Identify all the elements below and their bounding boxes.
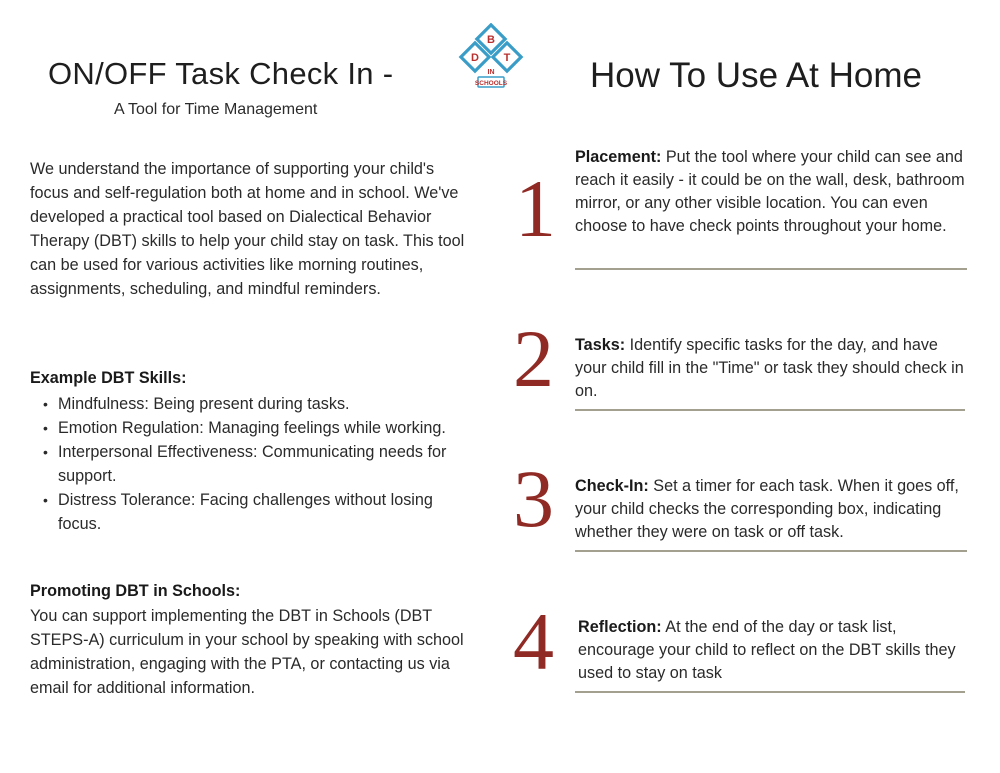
step-placement	[575, 146, 970, 238]
step-label: Placement:	[575, 148, 662, 166]
step-label: Tasks:	[575, 336, 626, 354]
step-number-2: 2	[513, 313, 554, 404]
skills-list	[30, 392, 475, 536]
step-description: Set a timer for each task. When it goes off, your child checks the corresponding box, indicating whether they were on task or off task.	[575, 477, 959, 541]
list-item: • Interpersonal Effectiveness: Communicating needs for support.	[30, 440, 475, 488]
logo-caption-schools: SCHOOLS	[474, 80, 508, 87]
step-number-3: 3	[513, 453, 554, 544]
divider	[575, 550, 967, 552]
logo-caption-in: IN	[487, 69, 495, 76]
divider	[575, 691, 965, 693]
list-item: • Distress Tolerance: Facing challenges without losing focus.	[30, 488, 475, 536]
step-label: Reflection:	[578, 618, 662, 636]
step-number-4: 4	[513, 596, 554, 687]
divider	[575, 268, 967, 270]
step-description: Identify specific tasks for the day, and have your child fill in the "Time" or task they should check in on.	[575, 336, 964, 400]
intro-paragraph: We understand the importance of supporting your child's focus and self-regulation both at home and in school. We've developed a practical tool based on Dialectical Behavior Therapy (DBT) skills to help your child stay on task. This tool can be used for various activities like morning routines, assignments, scheduling, and mindful reminders.	[30, 160, 465, 298]
step-number-1: 1	[515, 163, 556, 254]
bullet-icon: •	[43, 420, 48, 436]
logo-letter-t: T	[503, 52, 511, 64]
step-description: At the end of the day or task list, encourage your child to reflect on the DBT skills they used to stay on task	[578, 618, 956, 682]
dbt-in-schools-logo	[445, 23, 537, 95]
page-subtitle: A Tool for Time Management	[114, 101, 318, 118]
divider	[575, 409, 965, 411]
list-item: • Mindfulness: Being present during tasks.	[30, 392, 475, 416]
step-check-in	[575, 475, 970, 544]
bullet-icon: •	[43, 444, 48, 460]
logo-letter-b: B	[487, 34, 495, 46]
step-description: Put the tool where your child can see and reach it easily - it could be on the wall, desk, bathroom mirror, or any other visible location. You can even choose to have check points throughout your home.	[575, 148, 965, 235]
skills-heading: Example DBT Skills:	[30, 369, 187, 387]
list-item: • Emotion Regulation: Managing feelings while working.	[30, 416, 475, 440]
page-title-left: ON/OFF Task Check In -	[48, 56, 394, 91]
logo-letter-d: D	[471, 52, 479, 64]
promotion-paragraph: You can support implementing the DBT in Schools (DBT STEPS-A) curriculum in your school by speaking with school administration, engaging with the PTA, or contacting us via email for additional information.	[30, 607, 464, 697]
bullet-icon: •	[43, 492, 48, 508]
step-label: Check-In:	[575, 477, 649, 495]
step-tasks	[575, 334, 970, 403]
promotion-heading: Promoting DBT in Schools:	[30, 582, 241, 600]
bullet-icon: •	[43, 396, 48, 412]
page-title-right: How To Use At Home	[590, 56, 922, 95]
step-reflection	[578, 616, 973, 685]
